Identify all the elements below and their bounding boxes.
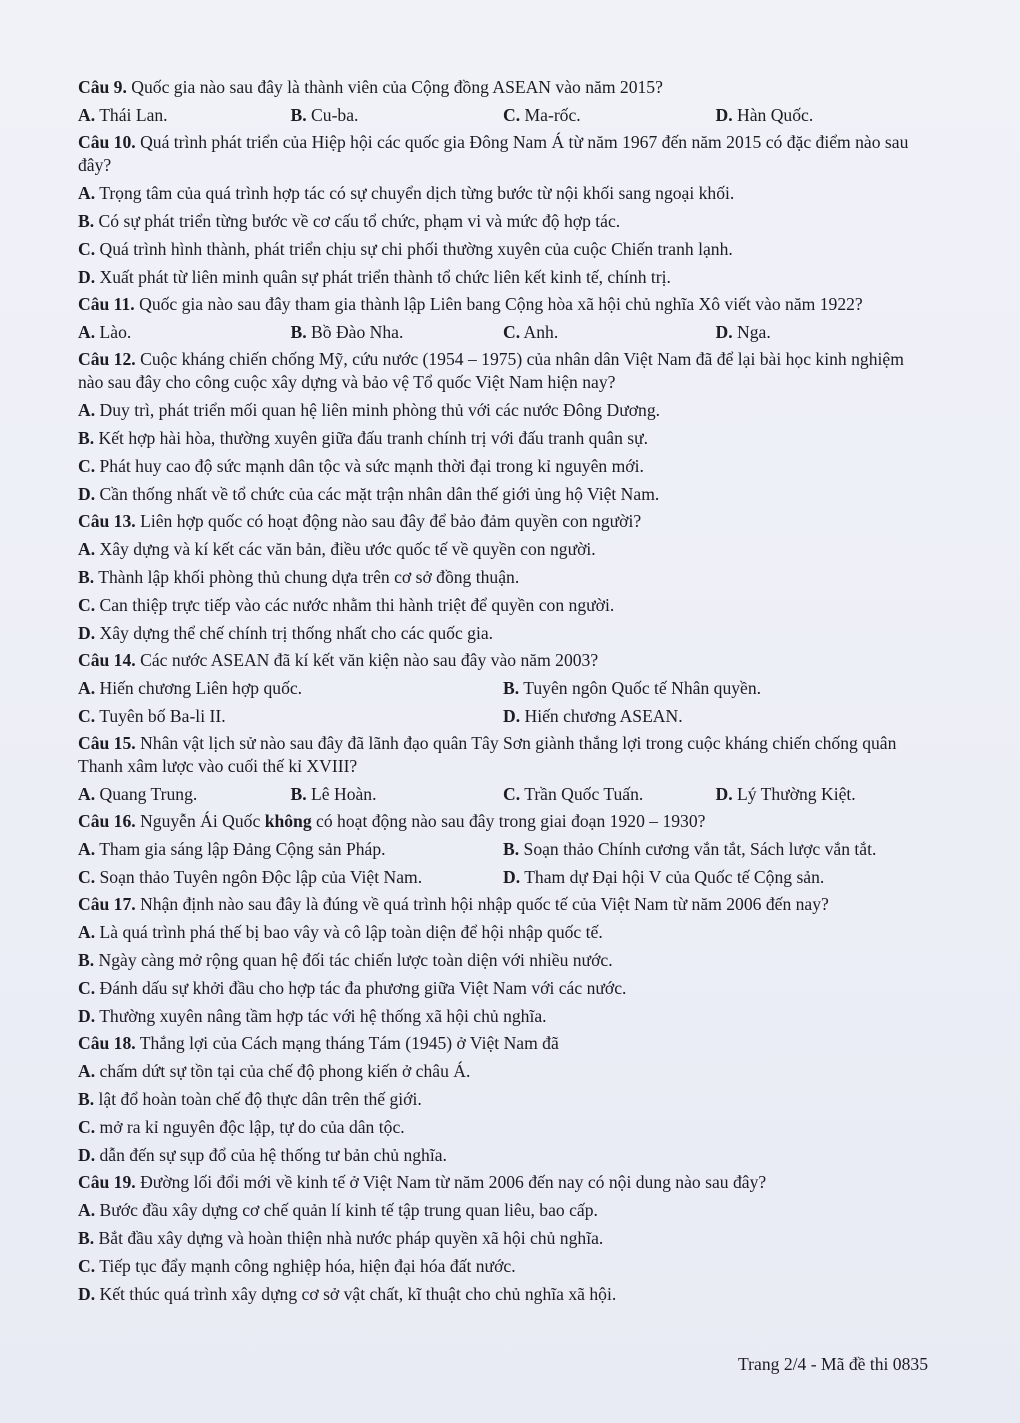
question-18 (78, 1032, 928, 1055)
question-10 (78, 131, 928, 177)
question-13 (78, 510, 928, 533)
question-number: Câu 18. (78, 1033, 136, 1053)
question-text: Nhận định nào sau đây là đúng về quá trình hội nhập quốc tế của Việt Nam từ năm 2006 đến nay? (135, 894, 829, 914)
answer-a: A. Là quá trình phá thế bị bao vây và cô lập toàn diện để hội nhập quốc tế. (78, 922, 603, 942)
question-text: Nhân vật lịch sử nào sau đây đã lãnh đạo quân Tây Sơn giành thắng lợi trong cuộc kháng chiến chống quân Thanh xâm lược vào cuối thế kỉ XVIII? (78, 733, 897, 776)
answer-d: D. Cần thống nhất về tổ chức của các mặt trận nhân dân thế giới ủng hộ Việt Nam. (78, 484, 660, 504)
question-text: Các nước ASEAN đã kí kết văn kiện nào sau đây vào năm 2003? (135, 650, 599, 670)
answer-a: A. Tham gia sáng lập Đảng Cộng sản Pháp. (78, 839, 386, 859)
answer-a: A. Trọng tâm của quá trình hợp tác có sự chuyển dịch từng bước từ nội khối sang ngoại khối. (78, 183, 735, 203)
answer-a: A. chấm dứt sự tồn tại của chế độ phong kiến ở châu Á. (78, 1061, 471, 1081)
question-number: Câu 14. (78, 650, 136, 670)
question-number: Câu 19. (78, 1172, 136, 1192)
question-14 (78, 649, 928, 672)
answer-b: B. Ngày càng mở rộng quan hệ đối tác chiến lược toàn diện với nhiều nước. (78, 950, 613, 970)
answer-d: D. Tham dự Đại hội V của Quốc tế Cộng sản. (503, 867, 825, 887)
answer-a: A. Lào. (78, 322, 132, 342)
answer-c: C. Quá trình hình thành, phát triển chịu sự chi phối thường xuyên của cuộc Chiến tranh lạnh. (78, 239, 733, 259)
question-15 (78, 732, 928, 778)
answer-a: A. Xây dựng và kí kết các văn bản, điều ước quốc tế về quyền con người. (78, 539, 596, 559)
question-number: Câu 17. (78, 894, 136, 914)
answer-d: D. Xuất phát từ liên minh quân sự phát triển thành tổ chức liên kết kinh tế, chính trị. (78, 267, 671, 287)
question-16: Câu 16. Nguyễn Ái Quốc không có hoạt động nào sau đây trong giai đoạn 1920 – 1930? (78, 811, 706, 831)
answer-a: A. Hiến chương Liên hợp quốc. (78, 678, 303, 698)
answer-a: A. Quang Trung. (78, 784, 198, 804)
answer-d: D. Xây dựng thể chế chính trị thống nhất cho các quốc gia. (78, 623, 494, 643)
answer-a: A. Bước đầu xây dựng cơ chế quản lí kinh tế tập trung quan liêu, bao cấp. (78, 1200, 598, 1220)
answer-b: B. Có sự phát triển từng bước về cơ cấu tổ chức, phạm vi và mức độ hợp tác. (78, 211, 621, 231)
emphasis-text: không (264, 811, 312, 831)
question-text: Thắng lợi của Cách mạng tháng Tám (1945) ở Việt Nam đã (135, 1033, 559, 1053)
answer-c: C. Tiếp tục đẩy mạnh công nghiệp hóa, hiện đại hóa đất nước. (78, 1256, 516, 1276)
question-number: Câu 13. (78, 511, 136, 531)
answers-16-cd (78, 866, 928, 889)
question-number: Câu 16. (78, 811, 136, 831)
answer-b: B. Thành lập khối phòng thủ chung dựa trên cơ sở đồng thuận. (78, 567, 520, 587)
answer-b: B. lật đổ hoàn toàn chế độ thực dân trên thế giới. (78, 1089, 422, 1109)
page-footer: Trang 2/4 - Mã đề thi 0835 (738, 1354, 928, 1374)
answer-d: D. Kết thúc quá trình xây dựng cơ sở vật chất, kĩ thuật cho chủ nghĩa xã hội. (78, 1284, 617, 1304)
question-text: có hoạt động nào sau đây trong giai đoạn 1920 – 1930? (311, 811, 706, 831)
question-number: Câu 15. (78, 733, 136, 753)
question-text: Quá trình phát triển của Hiệp hội các quốc gia Đông Nam Á từ năm 1967 đến năm 2015 có đặc điểm nào sau đây? (78, 132, 909, 175)
answer-b: B. Kết hợp hài hòa, thường xuyên giữa đấu tranh chính trị với đấu tranh quân sự. (78, 428, 649, 448)
question-text: Cuộc kháng chiến chống Mỹ, cứu nước (1954 – 1975) của nhân dân Việt Nam đã để lại bài học kinh nghiệm nào sau đây cho công cuộc xây dựng và bảo vệ Tổ quốc Việt Nam hiện nay? (78, 349, 904, 392)
question-number: Câu 9. (78, 77, 127, 97)
question-19 (78, 1171, 928, 1194)
question-text: Quốc gia nào sau đây là thành viên của Cộng đồng ASEAN vào năm 2015? (126, 77, 663, 97)
answer-c: C. Can thiệp trực tiếp vào các nước nhằm thi hành triệt để quyền con người. (78, 595, 615, 615)
question-number: Câu 10. (78, 132, 136, 152)
answer-c: C. mở ra kỉ nguyên độc lập, tự do của dân tộc. (78, 1117, 405, 1137)
answer-c: C. Soạn thảo Tuyên ngôn Độc lập của Việt Nam. (78, 867, 423, 887)
answers-15 (78, 783, 928, 806)
answer-d: D. Nga. (715, 322, 771, 342)
answer-c: C. Trần Quốc Tuấn. (503, 784, 644, 804)
question-12 (78, 348, 928, 394)
question-17 (78, 893, 928, 916)
question-text: Quốc gia nào sau đây tham gia thành lập Liên bang Cộng hòa xã hội chủ nghĩa Xô viết vào năm 1922? (134, 294, 863, 314)
answer-d: D. Thường xuyên nâng tầm hợp tác với hệ thống xã hội chủ nghĩa. (78, 1006, 547, 1026)
question-text: Liên hợp quốc có hoạt động nào sau đây để bảo đảm quyền con người? (135, 511, 642, 531)
answer-c: C. Tuyên bố Ba-li II. (78, 706, 226, 726)
answer-d: D. dẫn đến sự sụp đổ của hệ thống tư bản chủ nghĩa. (78, 1145, 447, 1165)
answer-d: D. Lý Thường Kiệt. (715, 784, 856, 804)
question-11 (78, 293, 928, 316)
answers-14-cd (78, 705, 928, 728)
answers-14-ab (78, 677, 928, 700)
question-9 (78, 76, 928, 99)
answer-b: B. Bồ Đào Nha. (290, 322, 404, 342)
question-number: Câu 12. (78, 349, 136, 369)
answer-c: C. Đánh dấu sự khởi đầu cho hợp tác đa phương giữa Việt Nam với các nước. (78, 978, 627, 998)
answer-b: B. Tuyên ngôn Quốc tế Nhân quyền. (503, 678, 762, 698)
answer-c: C. Phát huy cao độ sức mạnh dân tộc và sức mạnh thời đại trong kỉ nguyên mới. (78, 456, 644, 476)
answer-c: C. Ma-rốc. (503, 105, 581, 125)
question-text: Đường lối đổi mới về kinh tế ở Việt Nam từ năm 2006 đến nay có nội dung nào sau đây? (135, 1172, 767, 1192)
answer-d: D. Hiến chương ASEAN. (503, 706, 683, 726)
answers-9 (78, 104, 928, 127)
answer-c: C. Anh. (503, 322, 559, 342)
answers-11 (78, 321, 928, 344)
answer-b: B. Cu-ba. (290, 105, 359, 125)
answer-b: B. Soạn thảo Chính cương vắn tắt, Sách lược vắn tắt. (503, 839, 877, 859)
answer-b: B. Bắt đầu xây dựng và hoàn thiện nhà nước pháp quyền xã hội chủ nghĩa. (78, 1228, 604, 1248)
answer-b: B. Lê Hoàn. (290, 784, 377, 804)
answer-a: A. Thái Lan. (78, 105, 168, 125)
answers-16-ab (78, 838, 928, 861)
answer-d: D. Hàn Quốc. (715, 105, 814, 125)
question-number: Câu 11. (78, 294, 135, 314)
answer-a: A. Duy trì, phát triển mối quan hệ liên minh phòng thủ với các nước Đông Dương. (78, 400, 661, 420)
